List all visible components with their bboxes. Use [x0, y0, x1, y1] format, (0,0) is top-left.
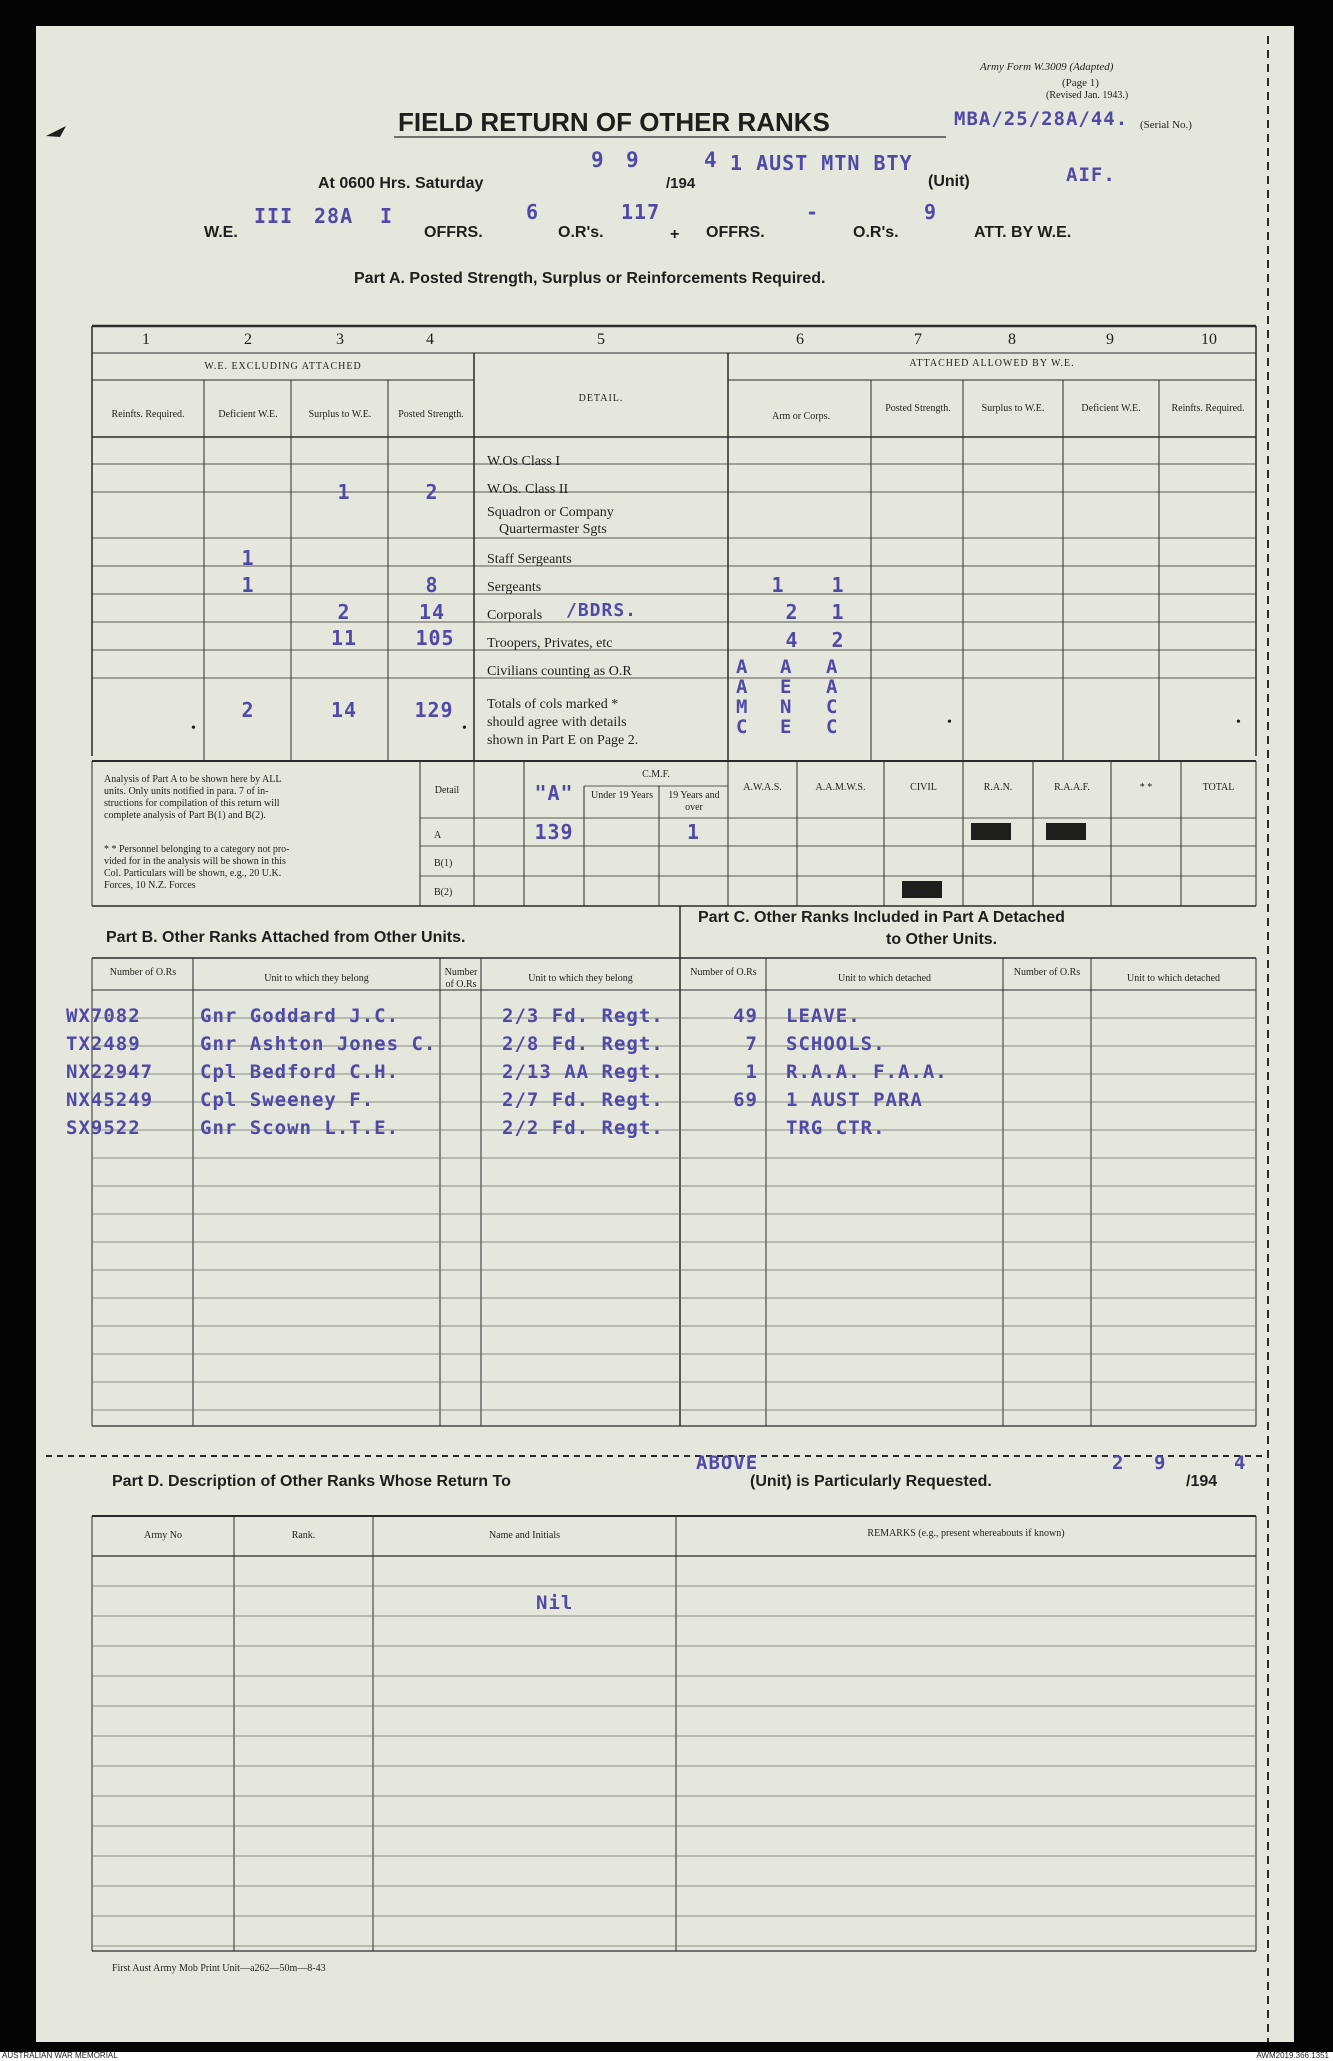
- analysis-note-line: units. Only units notified in para. 7 of in-: [104, 786, 269, 797]
- personnel-note-line: vided for in the analysis will be shown in this: [104, 856, 286, 867]
- part-b-soldier-name: Gnr Scown L.T.E.: [200, 1117, 400, 1139]
- form-title: FIELD RETURN OF OTHER RANKS: [398, 107, 830, 137]
- col-number-8: 8: [1008, 331, 1016, 348]
- posted-strength-header: Posted Strength.: [398, 409, 464, 420]
- analysis-a-header: "A": [534, 781, 574, 805]
- c-number-header-2: Number of O.Rs: [1013, 967, 1081, 978]
- att-ors-value: 9: [924, 200, 938, 224]
- we-excluding-header: W.E. EXCLUDING ATTACHED: [204, 361, 362, 372]
- corps-a-4: C: [736, 716, 749, 738]
- deficient-header: Deficient W.E.: [218, 409, 278, 420]
- cpl-att-corps: 2: [785, 600, 799, 624]
- col-number-5: 5: [597, 331, 605, 348]
- part-d-month: 9: [1154, 1452, 1167, 1474]
- part-d-nil: Nil: [536, 1592, 574, 1614]
- col-number-7: 7: [914, 331, 922, 348]
- part-d-year: 4: [1234, 1452, 1247, 1474]
- offrs-value: 6: [526, 200, 540, 224]
- at-hours-label: At 0600 Hrs. Saturday: [318, 175, 484, 192]
- we-value-1: III: [254, 204, 294, 228]
- att-offrs-label: OFFRS.: [706, 224, 765, 241]
- c-unit-header-1: Unit to which detached: [837, 973, 932, 984]
- revision-date: (Revised Jan. 1943.): [1046, 90, 1129, 101]
- c-number-header-1: Number of O.Rs: [690, 967, 757, 978]
- detail-header: DETAIL.: [578, 393, 624, 404]
- civil-header: CIVIL: [910, 782, 937, 793]
- analysis-row-b2: B(2): [434, 887, 453, 898]
- pte-att-posted: 2: [831, 628, 845, 652]
- pte-posted: 105: [415, 626, 455, 650]
- part-c-unit: TRG CTR.: [786, 1117, 886, 1139]
- unit-label: (Unit): [928, 173, 970, 190]
- analysis-a-value: 139: [534, 820, 574, 844]
- part-c-title-2: to Other Units.: [886, 931, 998, 948]
- corps-column-c: [826, 658, 838, 738]
- att-by-we-label: ATT. BY W.E.: [974, 224, 1072, 241]
- wo2-posted: 2: [425, 480, 439, 504]
- detail-sqn-qm-2: Quartermaster Sgts: [499, 522, 607, 537]
- corps-a-3: M: [736, 696, 749, 718]
- part-b-army-number: NX22947: [66, 1061, 154, 1083]
- name-initials-header: Name and Initials: [488, 1530, 561, 1541]
- part-c-unit: LEAVE.: [786, 1005, 861, 1027]
- force-name: AIF.: [1066, 164, 1116, 186]
- date-month: 9: [626, 148, 640, 172]
- b-unit-header-2: Unit to which they belong: [528, 973, 633, 984]
- we-label: W.E.: [204, 224, 238, 241]
- serial-label: (Serial No.): [1140, 119, 1192, 131]
- part-d-suffix: (Unit) is Particularly Requested.: [750, 1473, 992, 1490]
- detail-corporals: Corporals: [487, 608, 543, 623]
- cpl-att-posted: 1: [831, 600, 845, 624]
- corps-column-a: [736, 658, 748, 738]
- b-number-header-1: Number of O.Rs: [109, 967, 177, 978]
- part-b-numbers: [66, 1002, 153, 1142]
- star-mark-1: •: [191, 721, 196, 736]
- pte-att-corps: 4: [785, 628, 799, 652]
- b-unit-header-1: Unit to which they belong: [264, 973, 369, 984]
- part-b-unit: 2/13 AA Regt.: [502, 1061, 664, 1083]
- star-mark-4: •: [1236, 715, 1241, 730]
- part-b-unit: 2/3 Fd. Regt.: [502, 1005, 664, 1027]
- part-b-units: [502, 1002, 664, 1142]
- att-deficient-header: Deficient W.E.: [1081, 403, 1141, 414]
- corps-a-2: A: [736, 676, 749, 698]
- detail-troopers: Troopers, Privates, etc: [487, 636, 613, 651]
- other-header: * *: [1139, 782, 1153, 793]
- part-d-title: Part D. Description of Other Ranks Whose Return To: [112, 1473, 511, 1490]
- col-number-1: 1: [142, 331, 150, 348]
- pte-surplus: 11: [330, 626, 358, 650]
- part-c-unit: 1 AUST PARA: [786, 1089, 923, 1111]
- form-sheet: [36, 26, 1294, 2042]
- detail-wo-class-2: W.Os. Class II: [487, 482, 569, 497]
- reinfts-required-header: Reinfts. Required.: [111, 409, 185, 420]
- col-number-10: 10: [1201, 331, 1217, 348]
- analysis-note-line: complete analysis of Part B(1) and B(2).: [104, 810, 266, 821]
- sgt-posted: 8: [425, 573, 439, 597]
- awas-header: A.W.A.S.: [743, 782, 782, 793]
- detail-sqn-qm-1: Squadron or Company: [487, 505, 614, 520]
- part-c-number: 49: [733, 1005, 758, 1027]
- att-offrs-value: -: [806, 200, 820, 224]
- part-c-number: 7: [745, 1033, 758, 1055]
- analysis-note: [104, 774, 281, 822]
- we-value-3: I: [380, 204, 394, 228]
- part-b-army-number: WX7082: [66, 1005, 141, 1027]
- star-mark-3: •: [947, 715, 952, 730]
- part-c-numbers: [696, 1002, 758, 1114]
- wo2-surplus: 1: [337, 480, 351, 504]
- ssgt-deficient: 1: [241, 546, 255, 570]
- att-ors-label: O.R's.: [853, 224, 899, 241]
- form-id: Army Form W.3009 (Adapted): [980, 61, 1114, 73]
- part-b-soldier-name: Gnr Goddard J.C.: [200, 1005, 400, 1027]
- raaf-header: R.A.A.F.: [1054, 782, 1090, 793]
- personnel-note-line: Forces, 10 N.Z. Forces: [104, 880, 196, 891]
- date-year: 4: [704, 148, 718, 172]
- analysis-row-b1: B(1): [434, 858, 453, 869]
- plus-sign: +: [670, 226, 680, 243]
- corps-c-2: A: [826, 676, 839, 698]
- we-value-2: 28A: [314, 204, 354, 228]
- army-no-header: Army No: [143, 1530, 183, 1541]
- archive-reference: AWM2019.366.1351: [1256, 2051, 1329, 2060]
- serial-number: MBA/25/28A/44.: [954, 108, 1129, 130]
- corps-b-1: A: [780, 656, 793, 678]
- part-c-unit: R.A.A. F.A.A.: [786, 1061, 948, 1083]
- remarks-header: REMARKS (e.g., present whereabouts if known): [867, 1528, 1065, 1539]
- col-number-3: 3: [336, 331, 344, 348]
- detail-wo-class-1: W.Os Class I: [487, 454, 560, 469]
- analysis-note-line: structions for compilation of this return will: [104, 798, 280, 809]
- corps-b-4: E: [780, 716, 793, 738]
- part-b-unit: 2/8 Fd. Regt.: [502, 1033, 664, 1055]
- sgt-att-posted: 1: [831, 573, 845, 597]
- detail-corporals-typed: /BDRS.: [566, 600, 638, 621]
- part-b-soldier-name: Gnr Ashton Jones C.: [200, 1033, 437, 1055]
- part-b-army-number: SX9522: [66, 1117, 141, 1139]
- corps-c-4: C: [826, 716, 839, 738]
- part-b-unit: 2/7 Fd. Regt.: [502, 1089, 664, 1111]
- surplus-header: Surplus to W.E.: [308, 409, 372, 420]
- analysis-note-line: Analysis of Part A to be shown here by ALL: [104, 774, 282, 785]
- over-19-header: 19 Years and over: [668, 790, 720, 813]
- offrs-label: OFFRS.: [424, 224, 483, 241]
- date-day: 9: [591, 148, 605, 172]
- unit-name: 1 AUST MTN BTY: [730, 151, 913, 175]
- corps-c-3: C: [826, 696, 839, 718]
- total-deficient: 2: [241, 698, 255, 722]
- part-b-names: [200, 1002, 436, 1142]
- aamws-header: A.A.M.W.S.: [815, 782, 866, 793]
- corps-a-1: A: [736, 656, 749, 678]
- corps-c-1: A: [826, 656, 839, 678]
- detail-sergeants: Sergeants: [487, 580, 542, 595]
- col-number-9: 9: [1106, 331, 1114, 348]
- part-d-year-prefix: /194: [1186, 1473, 1218, 1490]
- col-number-6: 6: [796, 331, 804, 348]
- part-b-title: Part B. Other Ranks Attached from Other Units.: [106, 929, 466, 946]
- cmf-header: C.M.F.: [642, 769, 670, 780]
- detail-staff-sergeants: Staff Sergeants: [487, 552, 572, 567]
- corps-b-2: E: [780, 676, 793, 698]
- part-b-soldier-name: Cpl Bedford C.H.: [200, 1061, 400, 1083]
- personnel-note-line: Col. Particulars will be shown, e.g., 20 U.K.: [104, 868, 282, 879]
- page-number: (Page 1): [1062, 77, 1099, 89]
- totals-note-1: Totals of cols marked *: [487, 697, 619, 712]
- ran-header: R.A.N.: [983, 782, 1013, 793]
- total-surplus: 14: [330, 698, 358, 722]
- attached-allowed-header: ATTACHED ALLOWED BY W.E.: [909, 358, 1075, 369]
- total-posted: 129: [414, 698, 454, 722]
- analysis-row-a: A: [434, 830, 442, 841]
- part-c-unit: SCHOOLS.: [786, 1033, 886, 1055]
- analysis-over19-value: 1: [686, 820, 701, 844]
- part-d-unit: ABOVE: [696, 1452, 759, 1474]
- star-mark-2: •: [462, 721, 467, 736]
- att-reinfts-header: Reinfts. Required.: [1171, 403, 1245, 414]
- part-c-number: 1: [745, 1061, 758, 1083]
- total-header: TOTAL: [1202, 782, 1235, 793]
- col-number-4: 4: [426, 331, 434, 348]
- printer-imprint: First Aust Army Mob Print Unit—a262—50m—8-43: [112, 1963, 326, 1974]
- under-19-header: Under 19 Years: [591, 790, 653, 801]
- personnel-note: [104, 844, 290, 892]
- archive-name: AUSTRALIAN WAR MEMORIAL: [2, 2051, 118, 2060]
- personnel-note-line: * * Personnel belonging to a category not pro-: [104, 844, 290, 855]
- part-a-title: Part A. Posted Strength, Surplus or Reinforcements Required.: [354, 270, 826, 287]
- part-c-units: [786, 1002, 948, 1142]
- part-b-unit: 2/2 Fd. Regt.: [502, 1117, 664, 1139]
- date-year-prefix: /194: [666, 175, 696, 192]
- arm-corps-header: Arm or Corps.: [771, 411, 831, 422]
- part-b-army-number: TX2489: [66, 1033, 141, 1055]
- b-number-header-2: Number of O.Rs: [444, 967, 478, 990]
- corps-b-3: N: [780, 696, 793, 718]
- att-surplus-header: Surplus to W.E.: [981, 403, 1045, 414]
- sgt-deficient: 1: [241, 573, 255, 597]
- ors-value: 117: [621, 200, 661, 224]
- totals-note-3: shown in Part E on Page 2.: [487, 733, 639, 748]
- cpl-surplus: 2: [337, 600, 351, 624]
- detail-civilians: Civilians counting as O.R: [487, 664, 632, 679]
- corps-column-b: [780, 658, 792, 738]
- totals-note-2: should agree with details: [487, 715, 627, 730]
- rank-header: Rank.: [291, 1530, 316, 1541]
- c-unit-header-2: Unit to which detached: [1126, 973, 1221, 984]
- part-b-army-number: NX45249: [66, 1089, 154, 1111]
- cpl-posted: 14: [418, 600, 446, 624]
- analysis-detail-header: Detail: [434, 785, 460, 796]
- att-posted-header: Posted Strength.: [885, 403, 951, 414]
- part-c-number: 69: [733, 1089, 758, 1111]
- part-d-day: 2: [1112, 1452, 1125, 1474]
- part-b-soldier-name: Cpl Sweeney F.: [200, 1089, 375, 1111]
- part-c-title-1: Part C. Other Ranks Included in Part A Detached: [698, 909, 1065, 926]
- ors-label: O.R's.: [558, 224, 604, 241]
- col-number-2: 2: [244, 331, 252, 348]
- sgt-att-corps: 1: [771, 573, 785, 597]
- archive-footer: [0, 2052, 1333, 2061]
